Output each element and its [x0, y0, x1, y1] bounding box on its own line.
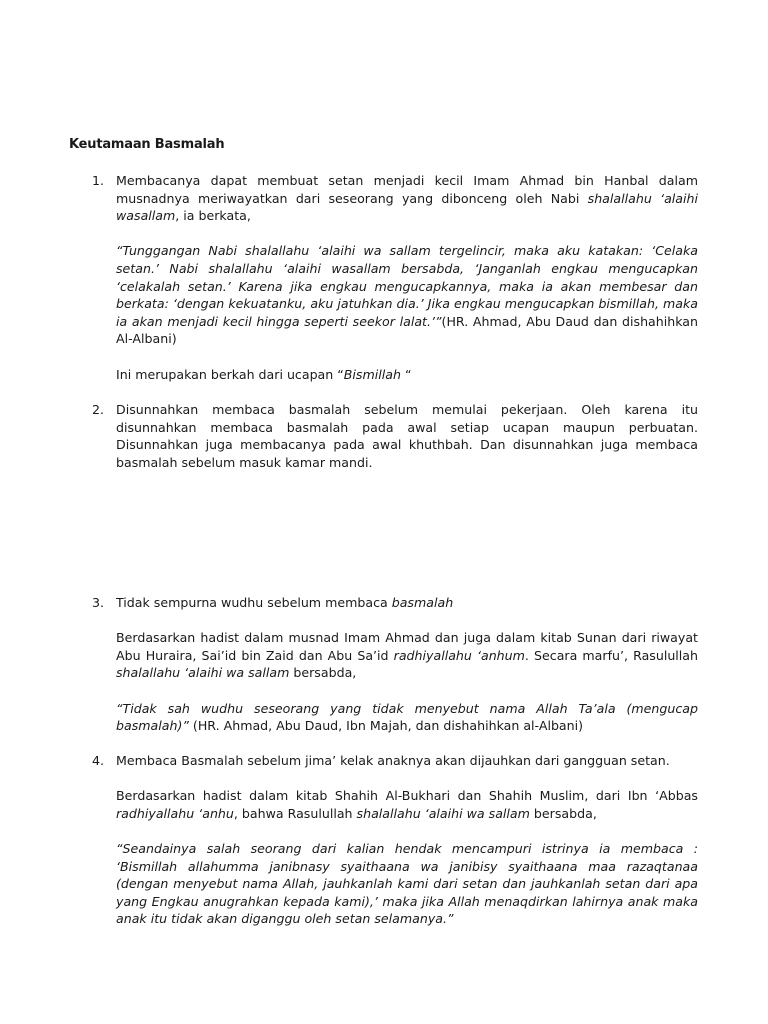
text-run: bersabda,: [529, 805, 597, 821]
italic-run: radhiyallahu ‘anhu: [116, 805, 234, 821]
italic-run: “Tunggangan Nabi shalallahu ‘alaihi wa sallam tergelincir, maka aku katakan: ‘Celaka setan.’ Nabi shalallahu ‘alaihi wasallam bersabda, ‘Janganlah engkau mengucapkan ‘celakalah setan.’ Karena jika engkau mengucapkannya, maka ia akan membesar dan berkata: ‘dengan kekuatanku, aku jatuhkan dia.’ Jika engkau mengucapkan bismillah, maka ia akan menjadi kecil hingga seperti seekor lalat.’”: [116, 243, 698, 329]
text-run: Ini merupakan berkah dari ucapan “: [116, 366, 344, 382]
quote-paragraph: [116, 700, 698, 735]
paragraph: [116, 629, 698, 682]
italic-run: shalallahu ‘alaihi wa sallam: [116, 665, 290, 681]
italic-run: shalallahu ‘alaihi wa sallam: [356, 805, 530, 821]
list-item-3: [92, 594, 698, 735]
citation-run: (HR. Ahmad, Abu Daud dan dishahihkan Al-Albani): [116, 313, 698, 347]
paragraph: [116, 787, 698, 822]
list-number: 1.: [92, 173, 105, 188]
text-run: Berdasarkan hadist dalam musnad Imam Ahmad dan juga dalam kitab Sunan dari riwayat Abu Huraira, Sai’id bin Zaid dan Abu Sa’id: [116, 630, 698, 663]
italic-run: “Tidak sah wudhu seseorang yang tidak menyebut nama Allah Ta’ala (mengucap basmalah)”: [116, 700, 698, 734]
citation-run: (HR. Ahmad, Abu Daud, Ibn Majah, dan dishahihkan al-Albani): [188, 718, 584, 734]
text-run: Tidak sempurna wudhu sebelum membaca: [116, 595, 392, 610]
list-item-2: [92, 401, 698, 471]
document-title: Keutamaan Basmalah: [69, 137, 225, 152]
paragraph: [116, 172, 698, 225]
paragraph: Disunnahkan membaca basmalah sebelum memulai pekerjaan. Oleh karena itu disunnahkan membaca basmalah pada awal setiap ucapan maupun perbuatan. Disunnahkan juga membacanya pada awal khuthbah. Dan disunnahkan juga membaca basmalah sebelum masuk kamar mandi.: [116, 402, 698, 470]
text-run: “: [400, 366, 412, 382]
list-number: 4.: [92, 753, 105, 768]
list-number: 2.: [92, 402, 105, 417]
paragraph: Membaca Basmalah sebelum jima’ kelak anaknya akan dijauhkan dari gangguan setan.: [116, 753, 670, 768]
text-run: bersabda,: [289, 665, 357, 681]
text-run: Membacanya dapat membuat setan menjadi kecil Imam Ahmad bin Hanbal dalam musnadnya meriwayatkan dari seseorang yang dibonceng oleh Nabi: [116, 173, 698, 206]
italic-run: shalallahu ‘alaihi wasallam: [116, 190, 698, 224]
list-number: 3.: [92, 595, 105, 610]
quote-paragraph: [116, 242, 698, 348]
list-item-1: [92, 172, 698, 383]
text-run: . Secara marfu’, Rasulullah: [524, 647, 699, 663]
italic-run: basmalah: [391, 595, 454, 610]
quote-paragraph: [116, 840, 698, 928]
italic-run: Bismillah: [343, 366, 401, 382]
italic-run: radhiyallahu ‘anhum: [393, 647, 525, 663]
italic-run: “Seandainya salah seorang dari kalian hendak mencampuri istrinya ia membaca : ‘Bismillah allahumma janibnasy syaithaana wa janibisy syaithaana maa razaqtanaa (dengan menyebut nama Allah, jauhkanlah kami dari setan dan jauhkanlah setan dari apa yang Engkau anugrahkan kepada kami),’ maka jika Allah menaqdirkan lahirnya anak maka anak itu tidak akan diganggu oleh setan selamanya.”: [116, 840, 698, 927]
list-item-4: [92, 752, 698, 928]
paragraph: [116, 594, 698, 612]
paragraph: [116, 366, 698, 384]
text-run: , bahwa Rasulullah: [233, 805, 357, 821]
text-run: , ia berkata,: [175, 208, 251, 224]
text-run: Berdasarkan hadist dalam kitab Shahih Al-Bukhari dan Shahih Muslim, dari Ibn ‘Abbas: [116, 788, 698, 804]
